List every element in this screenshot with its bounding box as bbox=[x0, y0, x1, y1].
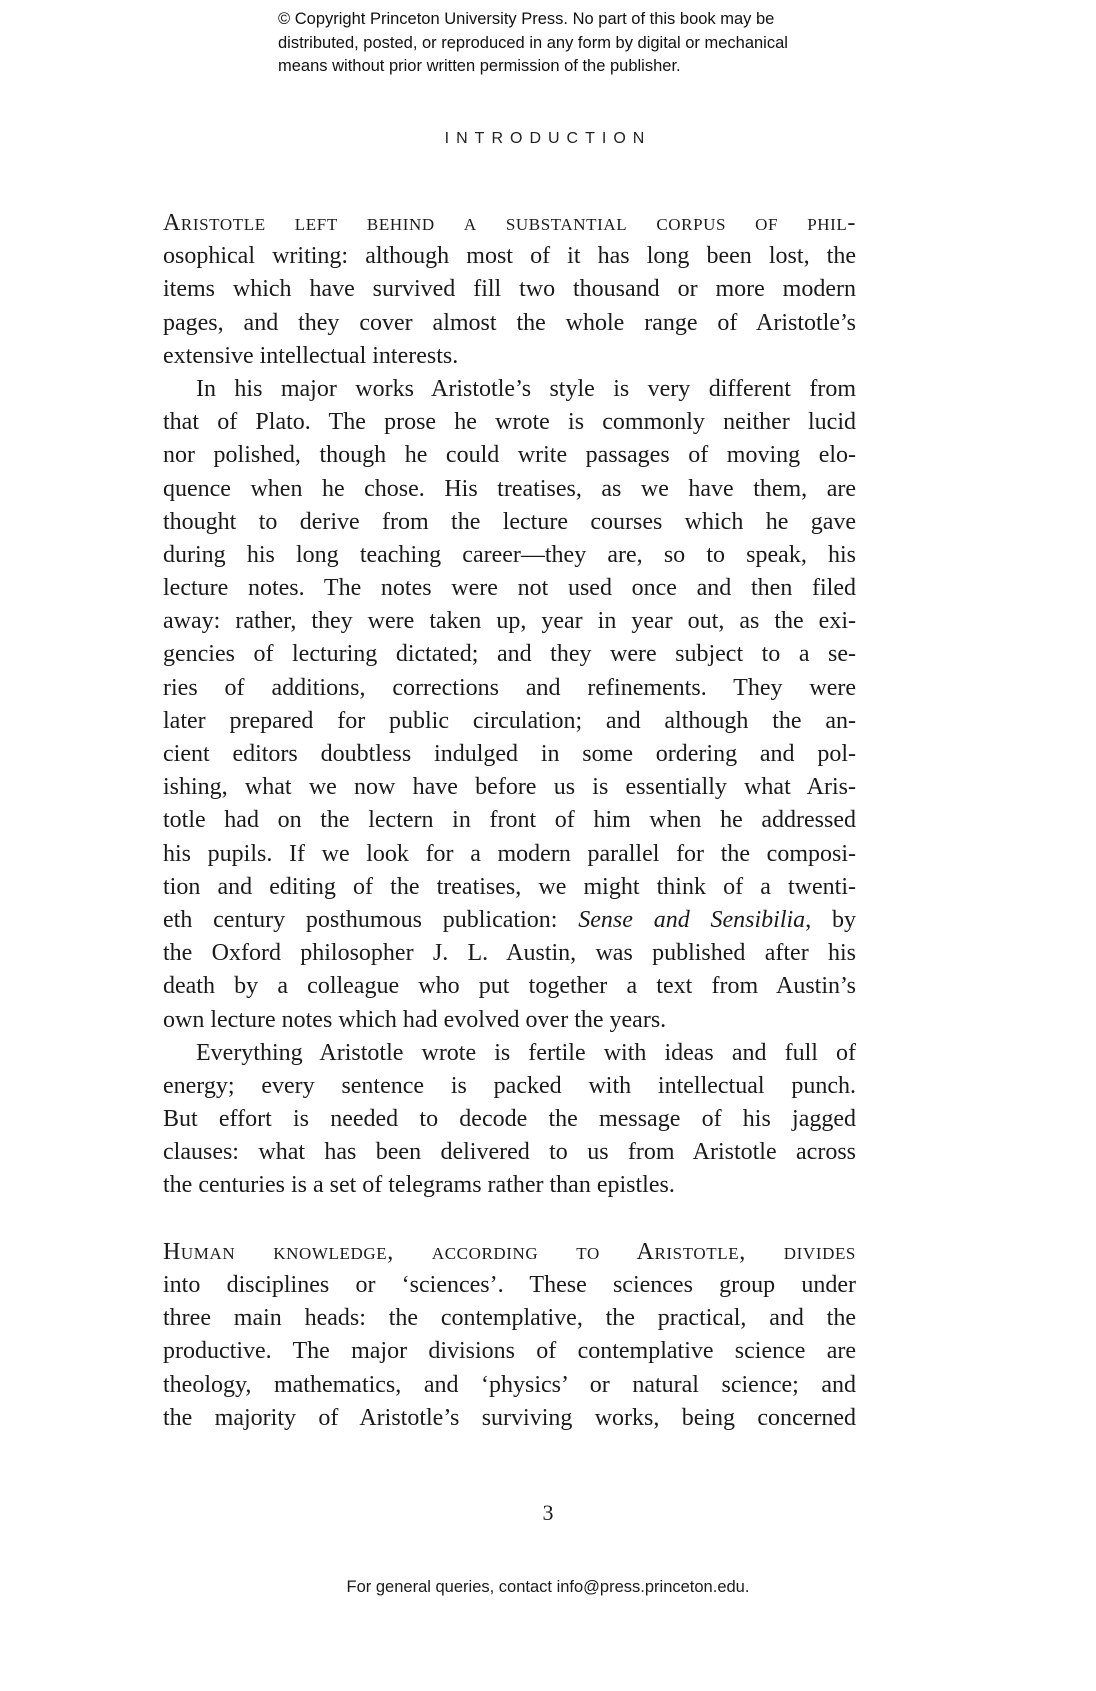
text-line: ries of additions, corrections and refinements. They were bbox=[163, 674, 856, 701]
book-title: Sense and Sensibilia bbox=[578, 906, 806, 933]
text-line bbox=[163, 904, 856, 937]
paragraph bbox=[163, 207, 856, 373]
text-line: the majority of Aristotle’s surviving works, being concerned bbox=[163, 1404, 856, 1431]
copyright-line: means without prior written permission of the publisher. bbox=[278, 57, 681, 75]
paragraph bbox=[163, 1037, 856, 1203]
paragraph bbox=[163, 1236, 856, 1435]
text-line: that of Plato. The prose he wrote is commonly neither lucid bbox=[163, 409, 856, 436]
copyright-line: © Copyright Princeton University Press. No part of this book may be bbox=[278, 10, 775, 28]
text-line: gencies of lecturing dictated; and they were subject to a se- bbox=[163, 641, 856, 668]
text-line: his pupils. If we look for a modern parallel for the composi- bbox=[163, 840, 856, 867]
copyright-notice bbox=[278, 8, 788, 79]
text-line: osophical writing: although most of it has long been lost, the bbox=[163, 243, 856, 270]
text-line: ishing, what we now have before us is essentially what Aris- bbox=[163, 774, 856, 801]
text-line: theology, mathematics, and ‘physics’ or natural science; and bbox=[163, 1371, 856, 1398]
text-segment: , by bbox=[805, 906, 857, 933]
text-line: into disciplines or ‘sciences’. These sciences group under bbox=[163, 1272, 856, 1298]
text-line: quence when he chose. His treatises, as we have them, are bbox=[163, 475, 856, 502]
text-line: later prepared for public circulation; and although the an- bbox=[163, 707, 856, 734]
text-line: Aristotle left behind a substantial corpus of phil- bbox=[163, 210, 856, 236]
copyright-line: distributed, posted, or reproduced in any form by digital or mechanical bbox=[278, 33, 788, 52]
text-line: productive. The major divisions of contemplative science are bbox=[163, 1338, 856, 1365]
text-line: three main heads: the contemplative, the practical, and the bbox=[163, 1305, 856, 1332]
text-line: death by a colleague who put together a text from Austin’s bbox=[163, 973, 856, 1000]
section-break bbox=[163, 1203, 856, 1236]
text-line: extensive intellectual interests. bbox=[163, 342, 459, 369]
text-line: during his long teaching career—they are, so to speak, his bbox=[163, 541, 856, 568]
page-number: 3 bbox=[542, 1500, 554, 1525]
text-line: away: rather, they were taken up, year in year out, as the exi- bbox=[163, 608, 856, 635]
text-line: items which have survived fill two thousand or more modern bbox=[163, 276, 856, 303]
text-segment: eth century posthumous publication: bbox=[163, 906, 579, 933]
running-head: INTRODUCTION bbox=[444, 130, 652, 147]
body-text bbox=[163, 207, 856, 1435]
paragraph bbox=[163, 373, 856, 1037]
text-line: tion and editing of the treatises, we might think of a twenti- bbox=[163, 873, 856, 900]
text-line: cient editors doubtless indulged in some ordering and pol- bbox=[163, 741, 856, 767]
footer-contact: For general queries, contact info@press.princeton.edu. bbox=[346, 1578, 750, 1596]
text-line: thought to derive from the lecture courses which he gave bbox=[163, 508, 856, 535]
text-line: Human knowledge, according to Aristotle, divides bbox=[163, 1238, 856, 1265]
text-line: pages, and they cover almost the whole range of Aristotle’s bbox=[163, 309, 856, 336]
text-line: lecture notes. The notes were not used once and then filed bbox=[163, 575, 856, 602]
text-line: Everything Aristotle wrote is fertile with ideas and full of bbox=[196, 1039, 856, 1066]
text-line: nor polished, though he could write passages of moving elo- bbox=[163, 442, 856, 469]
text-line: But effort is needed to decode the message of his jagged bbox=[163, 1106, 856, 1133]
text-line: energy; every sentence is packed with intellectual punch. bbox=[163, 1072, 856, 1099]
text-line: totle had on the lectern in front of him when he addressed bbox=[163, 807, 856, 834]
text-line: In his major works Aristotle’s style is very different from bbox=[196, 375, 856, 402]
text-line: the centuries is a set of telegrams rather than epistles. bbox=[163, 1172, 675, 1199]
text-line: own lecture notes which had evolved over the years. bbox=[163, 1006, 667, 1033]
text-line: clauses: what has been delivered to us from Aristotle across bbox=[163, 1139, 856, 1166]
text-line: the Oxford philosopher J. L. Austin, was published after his bbox=[163, 940, 856, 967]
